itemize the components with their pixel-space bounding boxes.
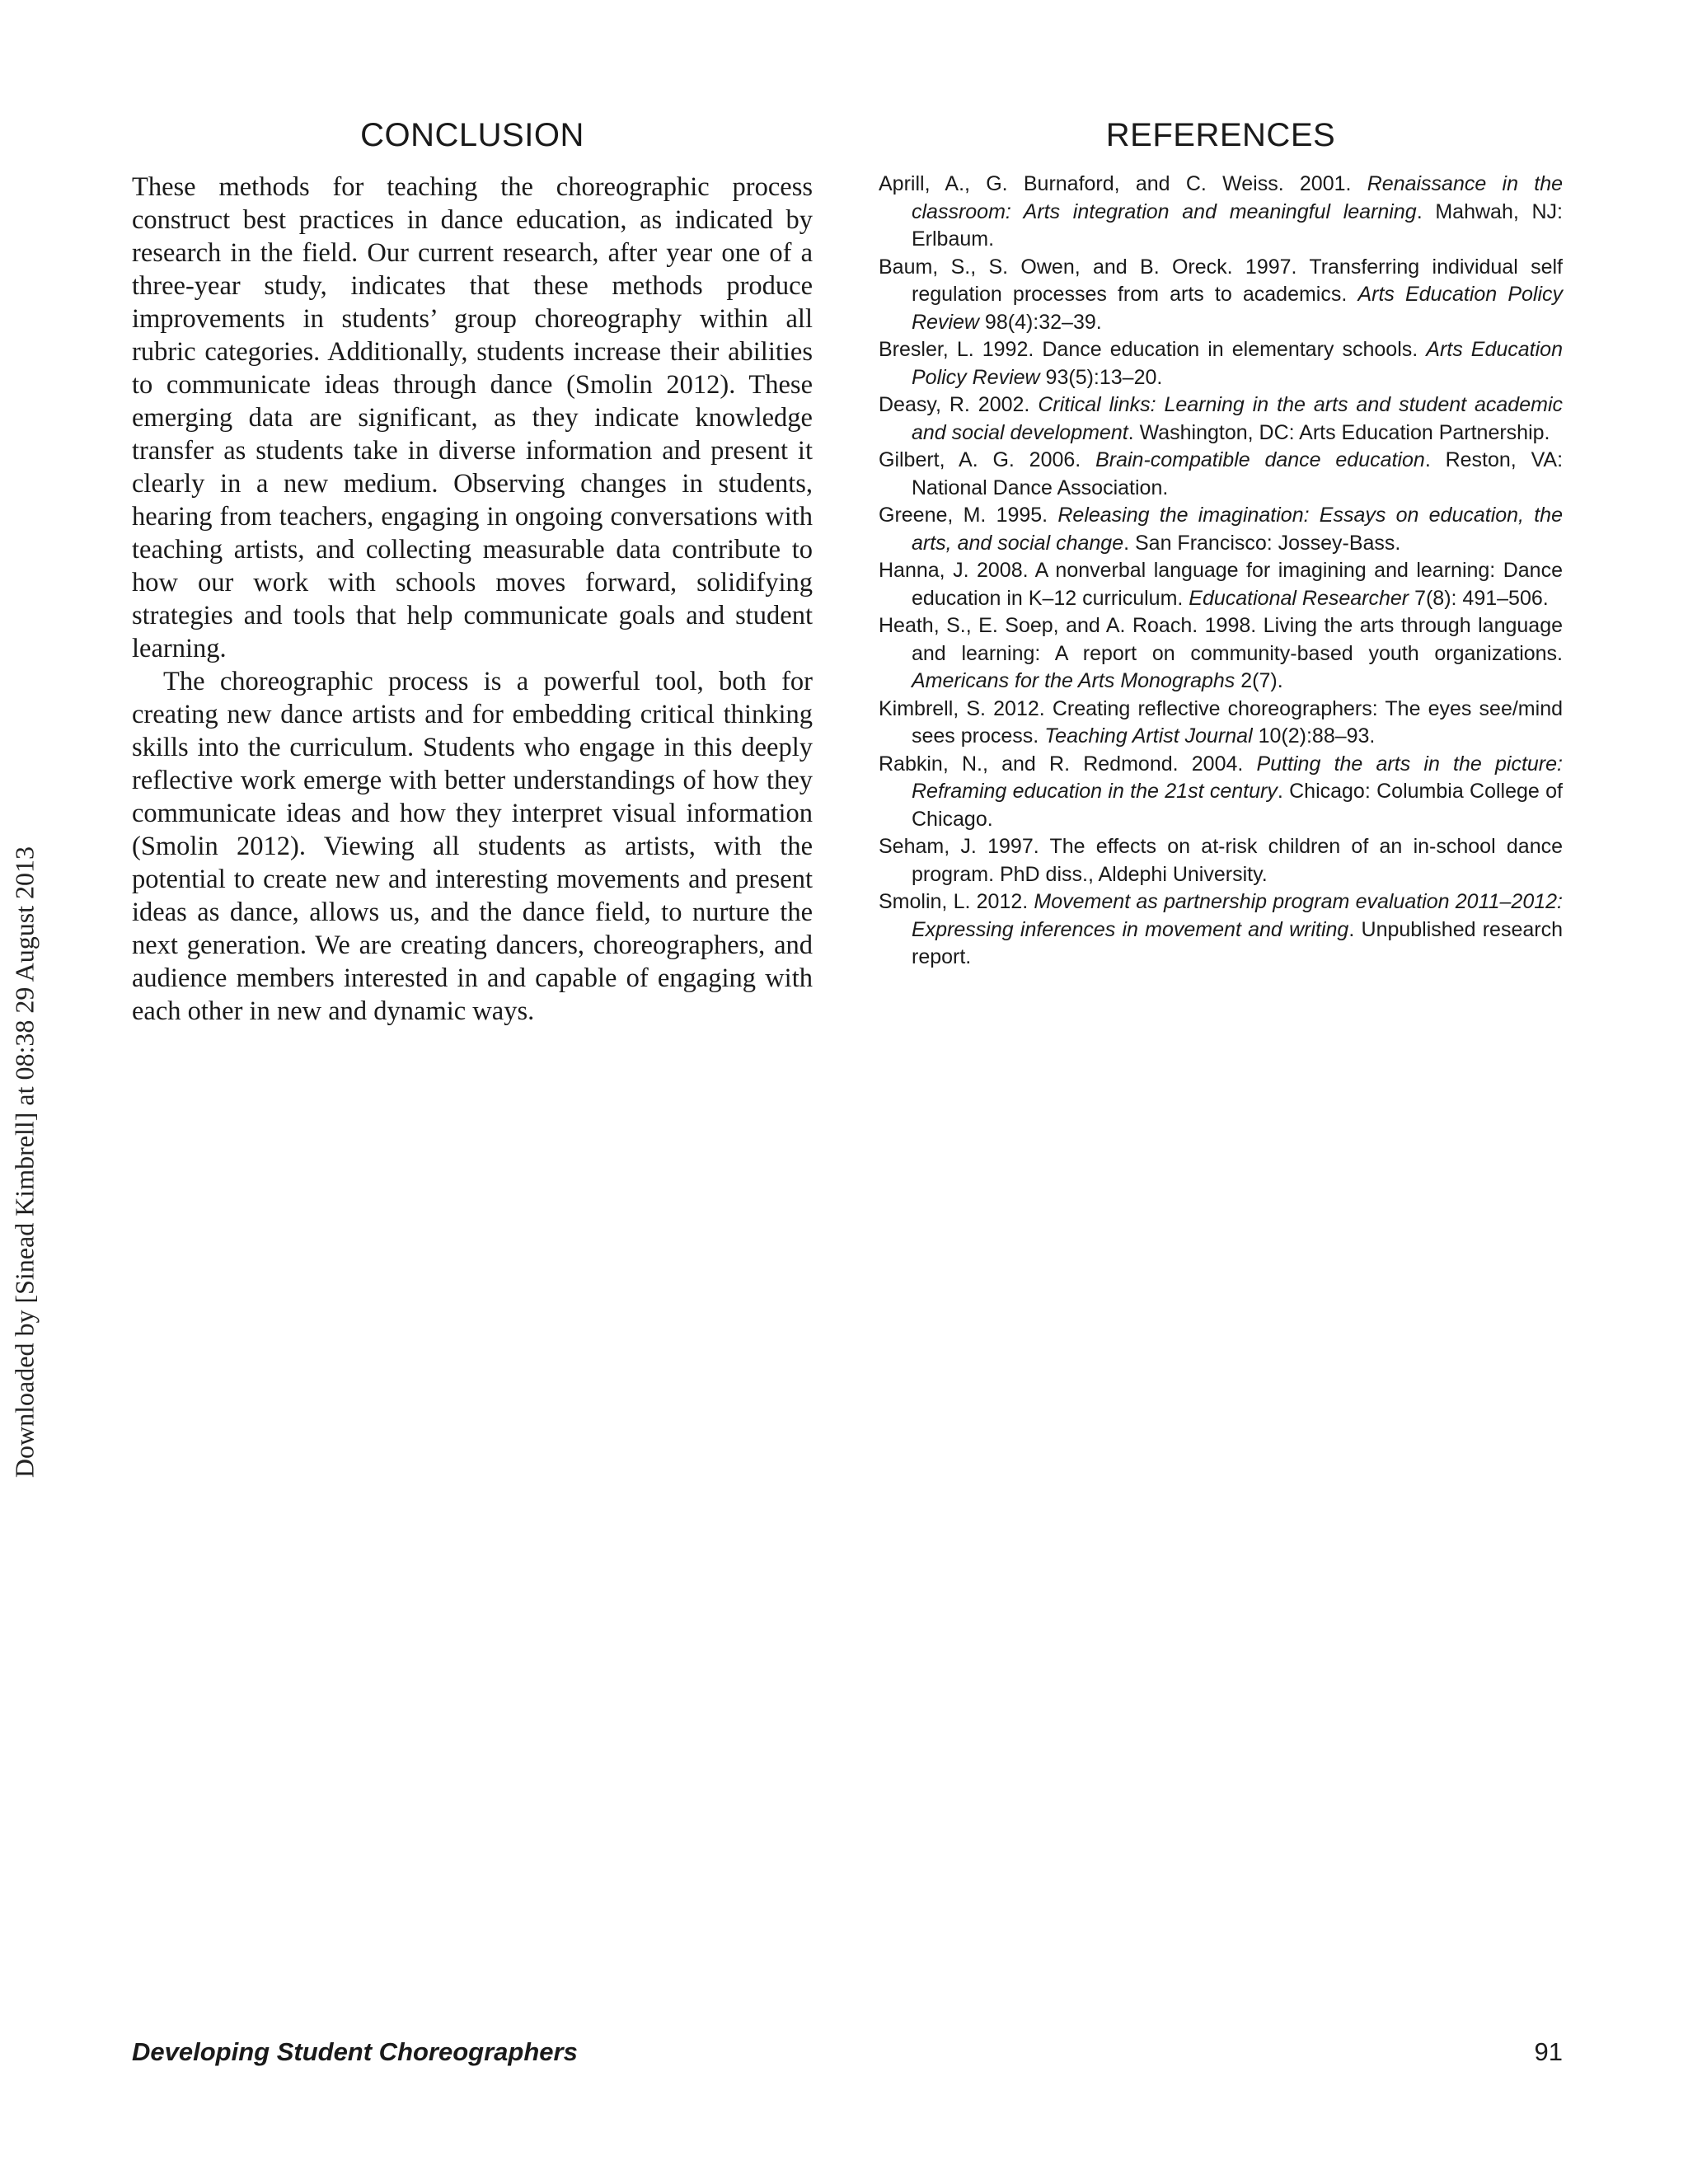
reference-item: Aprill, A., G. Burnaford, and C. Weiss. 2001. Renaissance in the classroom: Arts integration and meaningful learning. Mahwah, NJ: Erlbaum. — [879, 172, 1564, 251]
reference-item: Bresler, L. 1992. Dance education in elementary schools. Arts Education Policy Review 93(5):13–20. — [879, 338, 1563, 389]
reference-item: Gilbert, A. G. 2006. Brain-compatible dance education. Reston, VA: National Dance Association. — [879, 448, 1564, 499]
running-title: Developing Student Choreographers — [132, 2037, 578, 2066]
conclusion-paragraph-2: The choreographic process is a powerful tool, both for creating new dance artists and for embedding critical thinking skills into the curriculum. Students who engage in this deeply reflective work emerge with better understandings of how they communicate ideas and how they interpret visual information (Smolin 2012). Viewing all students as artists, with the potential to create new and interesting movements and present ideas as dance, allows us, and the dance field, to nurture the next generation. We are creating dancers, choreographers, and audience members interested in and capable of engaging with each other in new and dynamic ways. — [132, 667, 813, 1026]
conclusion-body — [132, 171, 813, 1028]
download-stamp — [0, 0, 49, 2184]
conclusion-section — [132, 117, 813, 1028]
reference-item: Hanna, J. 2008. A nonverbal language for imagining and learning: Dance education in K–12 curriculum. Educational Researcher 7(8): 491–506. — [879, 559, 1563, 610]
references-heading: REFERENCES — [1105, 117, 1336, 153]
reference-item: Rabkin, N., and R. Redmond. 2004. Putting the arts in the picture: Reframing education in the 21st century. Chicago: Columbia College of Chicago. — [879, 752, 1564, 831]
reference-item: Baum, S., S. Owen, and B. Oreck. 1997. Transferring individual self regulation processes from arts to academics. Arts Education Policy Review 98(4):32–39. — [879, 255, 1564, 334]
conclusion-heading: CONCLUSION — [360, 117, 584, 153]
reference-item: Heath, S., E. Soep, and A. Roach. 1998. Living the arts through language and learning: A report on community-based youth organizations. Americans for the Arts Monographs 2(7). — [879, 614, 1563, 692]
reference-item: Greene, M. 1995. Releasing the imagination: Essays on education, the arts, and social change. San Francisco: Jossey-Bass. — [879, 504, 1563, 555]
reference-item: Deasy, R. 2002. Critical links: Learning in the arts and student academic and social development. Washington, DC: Arts Education Partnership. — [879, 393, 1563, 444]
reference-item: Kimbrell, S. 2012. Creating reflective choreographers: The eyes see/mind sees process. Teaching Artist Journal 10(2):88–93. — [879, 696, 1563, 748]
conclusion-paragraph-1: These methods for teaching the choreographic process construct best practices in dance education, as indicated by research in the field. Our current research, after year one of a three-year study, indicates that these methods produce improvements in students’ group choreography within all rubric categories. Additionally, students increase their abilities to communicate ideas through dance (Smolin 2012). These emerging data are significant, as they indicate knowledge transfer as students take in diverse information and present it clearly in a new medium. Observing changes in students, hearing from teachers, engaging in ongoing conversations with teaching artists, and collecting measurable data contribute to how our work with schools moves forward, solidifying strategies and tools that help communicate goals and student learning. — [132, 172, 813, 663]
page-number: 91 — [1534, 2037, 1563, 2066]
download-stamp-text: Downloaded by [Sinead Kimbrell] at 08:38 29 August 2013 — [9, 846, 40, 1479]
reference-item: Smolin, L. 2012. Movement as partnership program evaluation 2011–2012: Expressing inferences in movement and writing. Unpublished research report. — [879, 890, 1564, 968]
reference-item: Seham, J. 1997. The effects on at-risk children of an in-school dance program. PhD diss., Aldephi University. — [879, 835, 1563, 886]
page-footer — [132, 2037, 1563, 2079]
references-section — [879, 117, 1563, 972]
reference-list — [879, 171, 1563, 972]
